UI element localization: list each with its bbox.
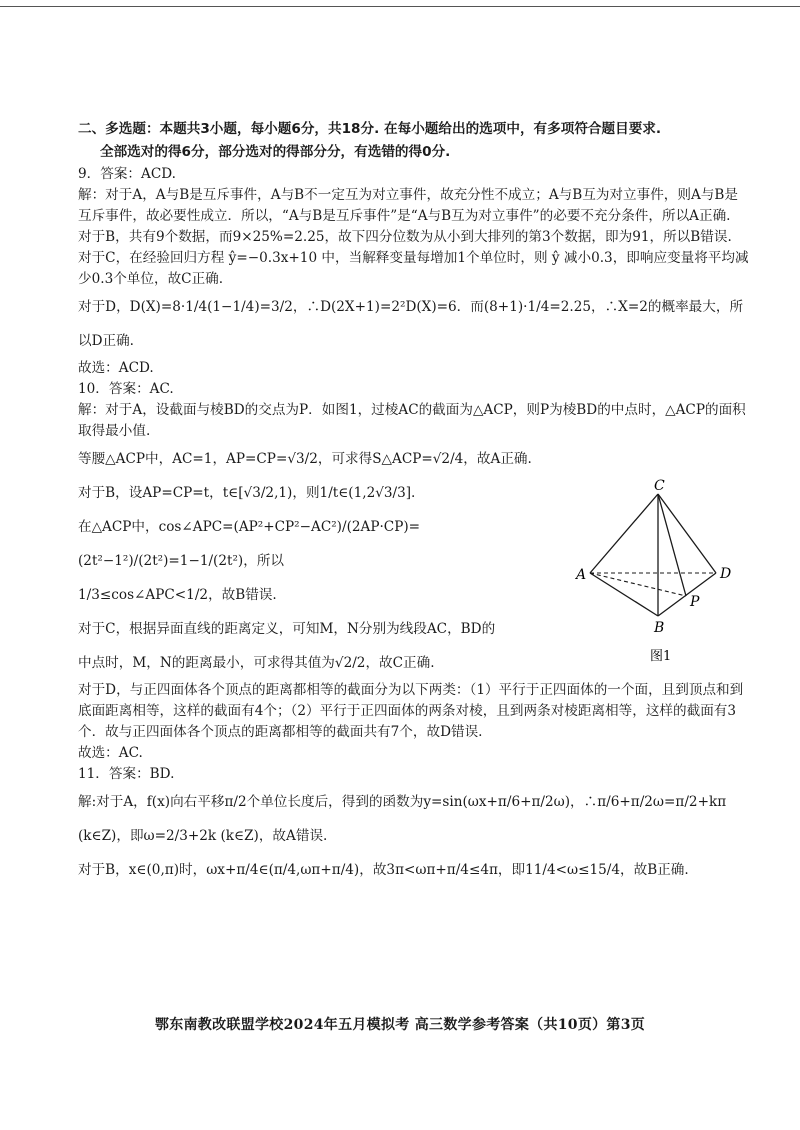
q10-part-a: 等腰△ACP中，AC=1，AP=CP=√3/2，可求得S△ACP=√2/4，故A正确. [78, 451, 532, 467]
edge-bd [658, 573, 716, 616]
tetrahedron-figure [570, 478, 745, 668]
edge-cd [658, 494, 716, 573]
tetrahedron-diagram [570, 478, 745, 668]
q9-part-a: 解：对于A，A与B是互斥事件，A与B不一定互为对立事件，故充分性不成立；A与B互为对立事件，则A与B是互斥事件，故必要性成立．所以，“A与B是互斥事件”是“A与B互为对立事件”的必要不充分条件，所以A正确. [78, 187, 738, 224]
q10-part-c1: 对于C，根据异面直线的距离定义，可知M，N分别为线段AC，BD的 [78, 621, 496, 637]
q10-conclusion: 故选：AC. [78, 745, 143, 761]
page-footer: 鄂东南教改联盟学校2024年五月模拟考 高三数学参考答案（共10页）第3页 [154, 1017, 646, 1033]
label-p: P [690, 594, 700, 610]
q10-part-b3: 1/3≤cos∠APC<1/2，故B错误. [78, 587, 277, 603]
edge-ap-hidden [590, 573, 686, 596]
q11-part-a2: (k∈Z)，即ω=2/3+2k (k∈Z)，故A错误. [78, 828, 328, 844]
label-b: B [654, 620, 665, 636]
label-d: D [720, 566, 732, 582]
label-a: A [576, 567, 587, 583]
q9-conclusion: 故选：ACD. [78, 360, 154, 376]
q9-answer: 9．答案：ACD. [78, 166, 176, 182]
q10-part-b1: 对于B，设AP=CP=t，t∈[√3/2,1)，则1/t∈(1,2√3/3]. [78, 485, 416, 501]
edge-ab [590, 573, 658, 616]
figure-caption: 图1 [650, 649, 672, 664]
q10-part-b2: 在△ACP中，cos∠APC=(AP²+CP²−AC²)/(2AP·CP)=(2t²−1²)/(2t²)=1−1/(2t²)，所以 [78, 519, 421, 569]
q11-part-b: 对于B，x∈(0,π)时，ωx+π/4∈(π/4,ωπ+π/4)，故3π<ωπ+π/4≤4π，即11/4<ω≤15/4，故B正确. [78, 862, 689, 878]
top-border-line [0, 6, 800, 7]
q10-answer: 10．答案：AC. [78, 381, 174, 397]
q9-part-d: 对于D，D(X)=8·1/4(1−1/4)=3/2，∴D(2X+1)=2²D(X)=6．而(8+1)·1/4=2.25，∴X=2的概率最大，所以D正确. [78, 299, 744, 349]
q10-intro: 解：对于A，设截面与棱BD的交点为P．如图1，过棱AC的截面为△ACP，则P为棱BD的中点时，△ACP的面积取得最小值. [78, 402, 746, 439]
q11-answer: 11．答案：BD. [78, 766, 175, 782]
section-heading-continued: 全部选对的得6分，部分选对的得部分分，有选错的得0分. [100, 144, 451, 160]
edge-ca [590, 494, 658, 573]
q9-part-b: 对于B，共有9个数据，而9×25%=2.25，故下四分位数为从小到大排列的第3个数据，即为91，所以B错误. [78, 229, 732, 245]
label-c: C [654, 478, 665, 494]
q11-part-a1: 解:对于A，f(x)向右平移π/2个单位长度后，得到的函数为y=sin(ωx+π/6+π/2ω)，∴π/6+π/2ω=π/2+kπ [78, 794, 727, 810]
q9-part-c: 对于C，在经验回归方程 ŷ=−0.3x+10 中，当解释变量每增加1个单位时，则 ŷ 减小0.3，即响应变量将平均减少0.3个单位，故C正确. [78, 250, 749, 287]
q10-part-c2: 中点时，M，N的距离最小，可求得其值为√2/2，故C正确. [78, 655, 435, 671]
q10-part-d: 对于D，与正四面体各个顶点的距离都相等的截面分为以下两类：（1）平行于正四面体的一个面，且到顶点和到底面距离相等，这样的截面有4个；（2）平行于正四面体的两条对棱，且到两条对棱距离相等，这样的截面有3个．故与正四面体各个顶点的距离都相等的截面共有7个，故D错误. [78, 682, 744, 740]
section-heading: 二、多选题：本题共3小题，每小题6分，共18分. 在每小题给出的选项中，有多项符合题目要求. [78, 121, 662, 137]
edge-cp [658, 494, 686, 596]
